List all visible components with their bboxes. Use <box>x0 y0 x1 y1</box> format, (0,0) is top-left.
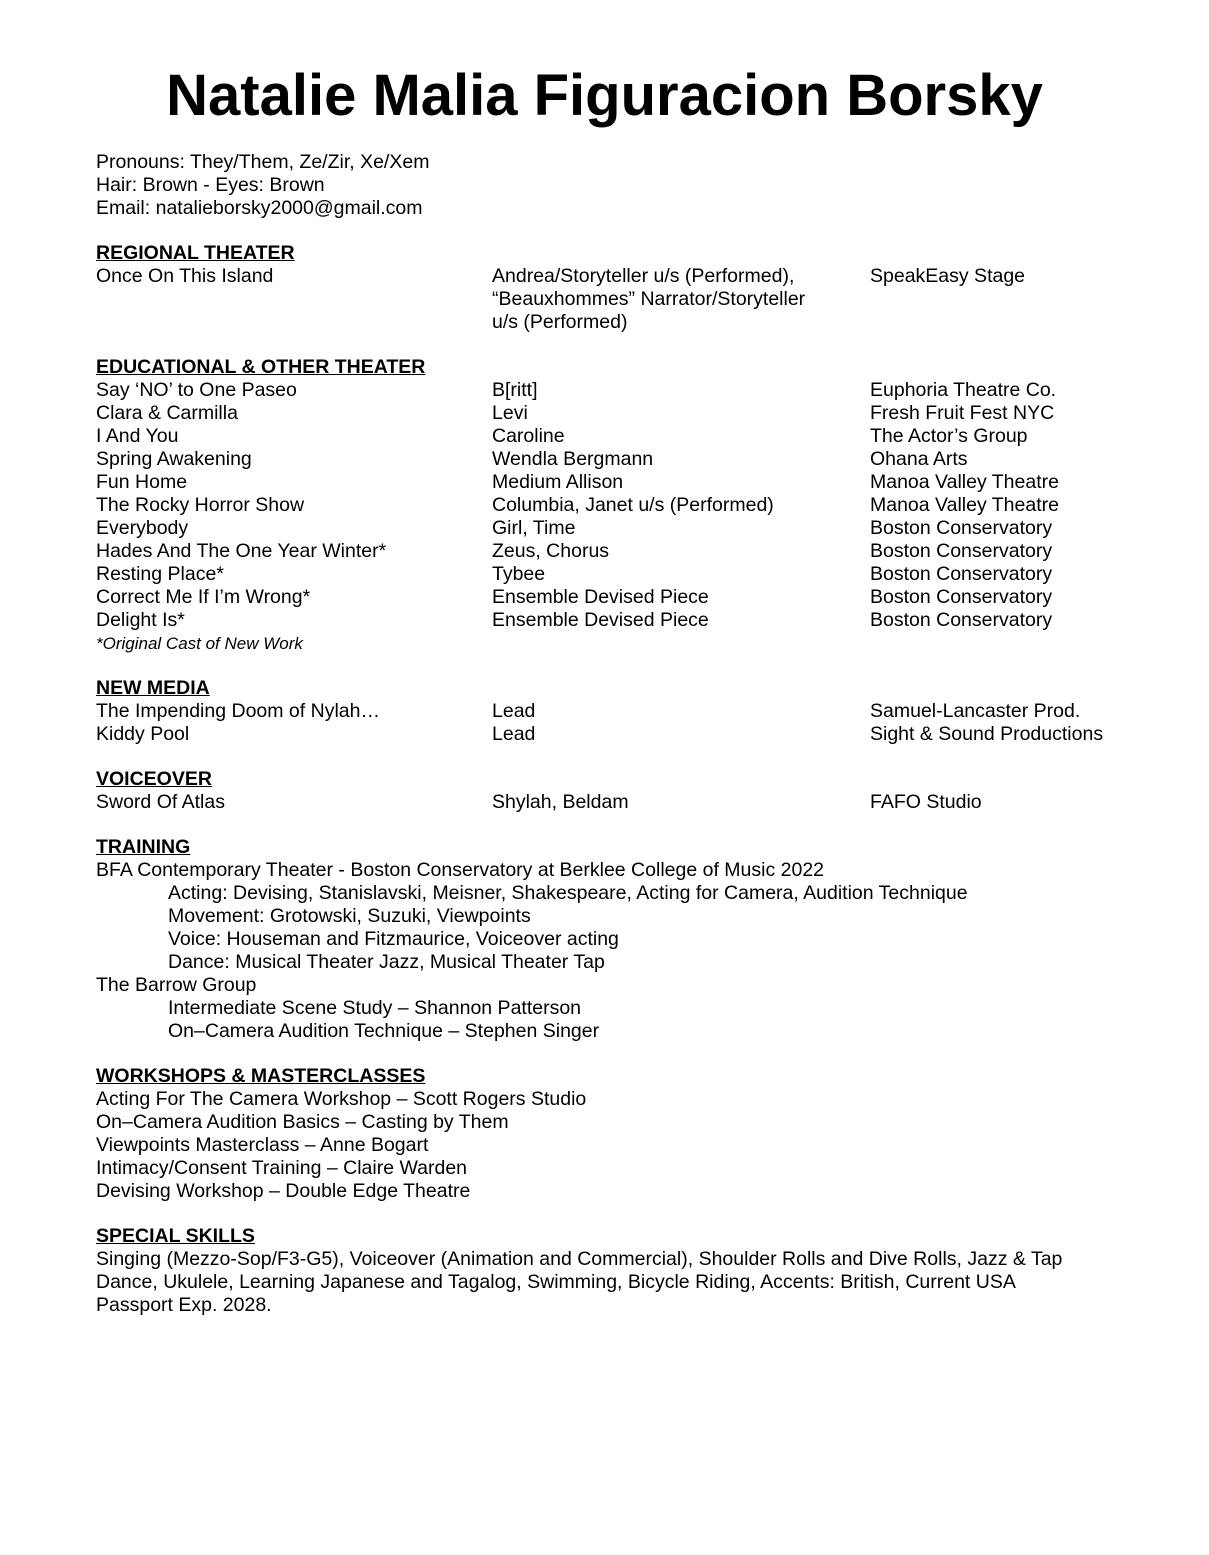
credit-title: Kiddy Pool <box>96 723 190 745</box>
training-item: Dance: Musical Theater Jazz, Musical Theater Tap <box>168 951 605 973</box>
credit-company: Boston Conservatory <box>870 540 1053 562</box>
credit-company: Fresh Fruit Fest NYC <box>870 402 1055 424</box>
pronouns-line: Pronouns: They/Them, Ze/Zir, Xe/Xem <box>96 151 430 173</box>
training-program: BFA Contemporary Theater - Boston Conservatory at Berklee College of Music 2022 <box>96 859 825 881</box>
credit-row <box>96 723 1126 746</box>
original-cast-note: *Original Cast of New Work <box>96 634 303 653</box>
credit-row <box>96 265 1126 334</box>
credit-title: Resting Place* <box>96 563 224 585</box>
workshop-item: Viewpoints Masterclass – Anne Bogart <box>96 1134 429 1156</box>
training-item: Intermediate Scene Study – Shannon Patterson <box>168 997 582 1019</box>
credit-role: Lead <box>492 723 536 745</box>
credit-row <box>96 563 1126 586</box>
credit-row <box>96 517 1126 540</box>
credit-row <box>96 448 1126 471</box>
credit-title: The Rocky Horror Show <box>96 494 305 516</box>
credit-row <box>96 471 1126 494</box>
credit-row <box>96 609 1126 632</box>
skills-line: Singing (Mezzo-Sop/F3-G5), Voiceover (Animation and Commercial), Shoulder Rolls and Dive Rolls, Jazz & Tap <box>96 1248 1063 1270</box>
training-heading: TRAINING <box>96 836 191 858</box>
credit-row <box>96 425 1126 448</box>
training-item: Voice: Houseman and Fitzmaurice, Voiceover acting <box>168 928 619 950</box>
voiceover-heading: VOICEOVER <box>96 768 212 790</box>
credit-title: Sword Of Atlas <box>96 791 225 813</box>
credit-role <box>492 265 805 334</box>
credit-role: Caroline <box>492 425 565 447</box>
credit-role: Ensemble Devised Piece <box>492 609 709 631</box>
skills-line: Dance, Ukulele, Learning Japanese and Tagalog, Swimming, Bicycle Riding, Accents: British, Current USA <box>96 1271 1016 1293</box>
skills-line: Passport Exp. 2028. <box>96 1294 272 1316</box>
email-line: Email: natalieborsky2000@gmail.com <box>96 197 423 219</box>
workshops-heading: WORKSHOPS & MASTERCLASSES <box>96 1065 426 1087</box>
credit-title: Fun Home <box>96 471 188 493</box>
credit-company: FAFO Studio <box>870 791 982 813</box>
credit-company: Boston Conservatory <box>870 586 1053 608</box>
credit-company: Samuel-Lancaster Prod. <box>870 700 1081 722</box>
credit-company: Boston Conservatory <box>870 609 1053 631</box>
credit-role: Lead <box>492 700 536 722</box>
credit-title: Correct Me If I’m Wrong* <box>96 586 311 608</box>
credit-role: Shylah, Beldam <box>492 791 629 813</box>
training-item: Movement: Grotowski, Suzuki, Viewpoints <box>168 905 531 927</box>
credit-title: Everybody <box>96 517 189 539</box>
credit-company: Sight & Sound Productions <box>870 723 1104 745</box>
credit-role: Levi <box>492 402 528 424</box>
credit-role: Columbia, Janet u/s (Performed) <box>492 494 774 516</box>
credit-company: The Actor’s Group <box>870 425 1028 447</box>
credit-company: SpeakEasy Stage <box>870 265 1026 287</box>
credit-role: Ensemble Devised Piece <box>492 586 709 608</box>
credit-row <box>96 379 1126 402</box>
credit-title: Say ‘NO’ to One Paseo <box>96 379 297 401</box>
credit-company: Boston Conservatory <box>870 517 1053 539</box>
credit-title: I And You <box>96 425 179 447</box>
credit-role-line: u/s (Performed) <box>492 311 628 333</box>
credit-row <box>96 540 1126 563</box>
credit-role-line: “Beauxhommes” Narrator/Storyteller <box>492 288 806 310</box>
credit-title: The Impending Doom of Nylah… <box>96 700 380 722</box>
credit-title: Clara & Carmilla <box>96 402 238 424</box>
credit-role-line: Andrea/Storyteller u/s (Performed), <box>492 265 795 287</box>
credit-title: Spring Awakening <box>96 448 252 470</box>
educational-theater-heading: EDUCATIONAL & OTHER THEATER <box>96 356 426 378</box>
credit-role: Zeus, Chorus <box>492 540 610 562</box>
credit-row <box>96 402 1126 425</box>
hair-eyes-line: Hair: Brown - Eyes: Brown <box>96 174 325 196</box>
credit-role: Tybee <box>492 563 546 585</box>
credit-role: Girl, Time <box>492 517 576 539</box>
credit-role: Medium Allison <box>492 471 624 493</box>
new-media-heading: NEW MEDIA <box>96 677 210 699</box>
credit-title: Delight Is* <box>96 609 185 631</box>
workshop-item: Devising Workshop – Double Edge Theatre <box>96 1180 471 1202</box>
credit-company: Boston Conservatory <box>870 563 1053 585</box>
regional-theater-heading: REGIONAL THEATER <box>96 242 295 264</box>
credit-company: Euphoria Theatre Co. <box>870 379 1057 401</box>
credit-row <box>96 494 1126 517</box>
training-item: On–Camera Audition Technique – Stephen Singer <box>168 1020 600 1042</box>
credit-title: Hades And The One Year Winter* <box>96 540 387 562</box>
credit-role: Wendla Bergmann <box>492 448 654 470</box>
resume-name: Natalie Malia Figuracion Borsky <box>166 63 1043 128</box>
credit-role: B[ritt] <box>492 379 538 401</box>
credit-company: Ohana Arts <box>870 448 968 470</box>
training-item: Acting: Devising, Stanislavski, Meisner, Shakespeare, Acting for Camera, Audition Technique <box>168 882 968 904</box>
credit-row <box>96 700 1126 723</box>
workshop-item: Acting For The Camera Workshop – Scott Rogers Studio <box>96 1088 587 1110</box>
special-skills-heading: SPECIAL SKILLS <box>96 1225 255 1247</box>
credit-row <box>96 791 1126 814</box>
resume-content <box>96 151 1126 1317</box>
credit-company: Manoa Valley Theatre <box>870 471 1059 493</box>
workshop-item: Intimacy/Consent Training – Claire Warden <box>96 1157 468 1179</box>
training-program: The Barrow Group <box>96 974 257 996</box>
credit-title: Once On This Island <box>96 265 274 287</box>
workshop-item: On–Camera Audition Basics – Casting by Them <box>96 1111 509 1133</box>
credit-row <box>96 586 1126 609</box>
credit-company: Manoa Valley Theatre <box>870 494 1059 516</box>
